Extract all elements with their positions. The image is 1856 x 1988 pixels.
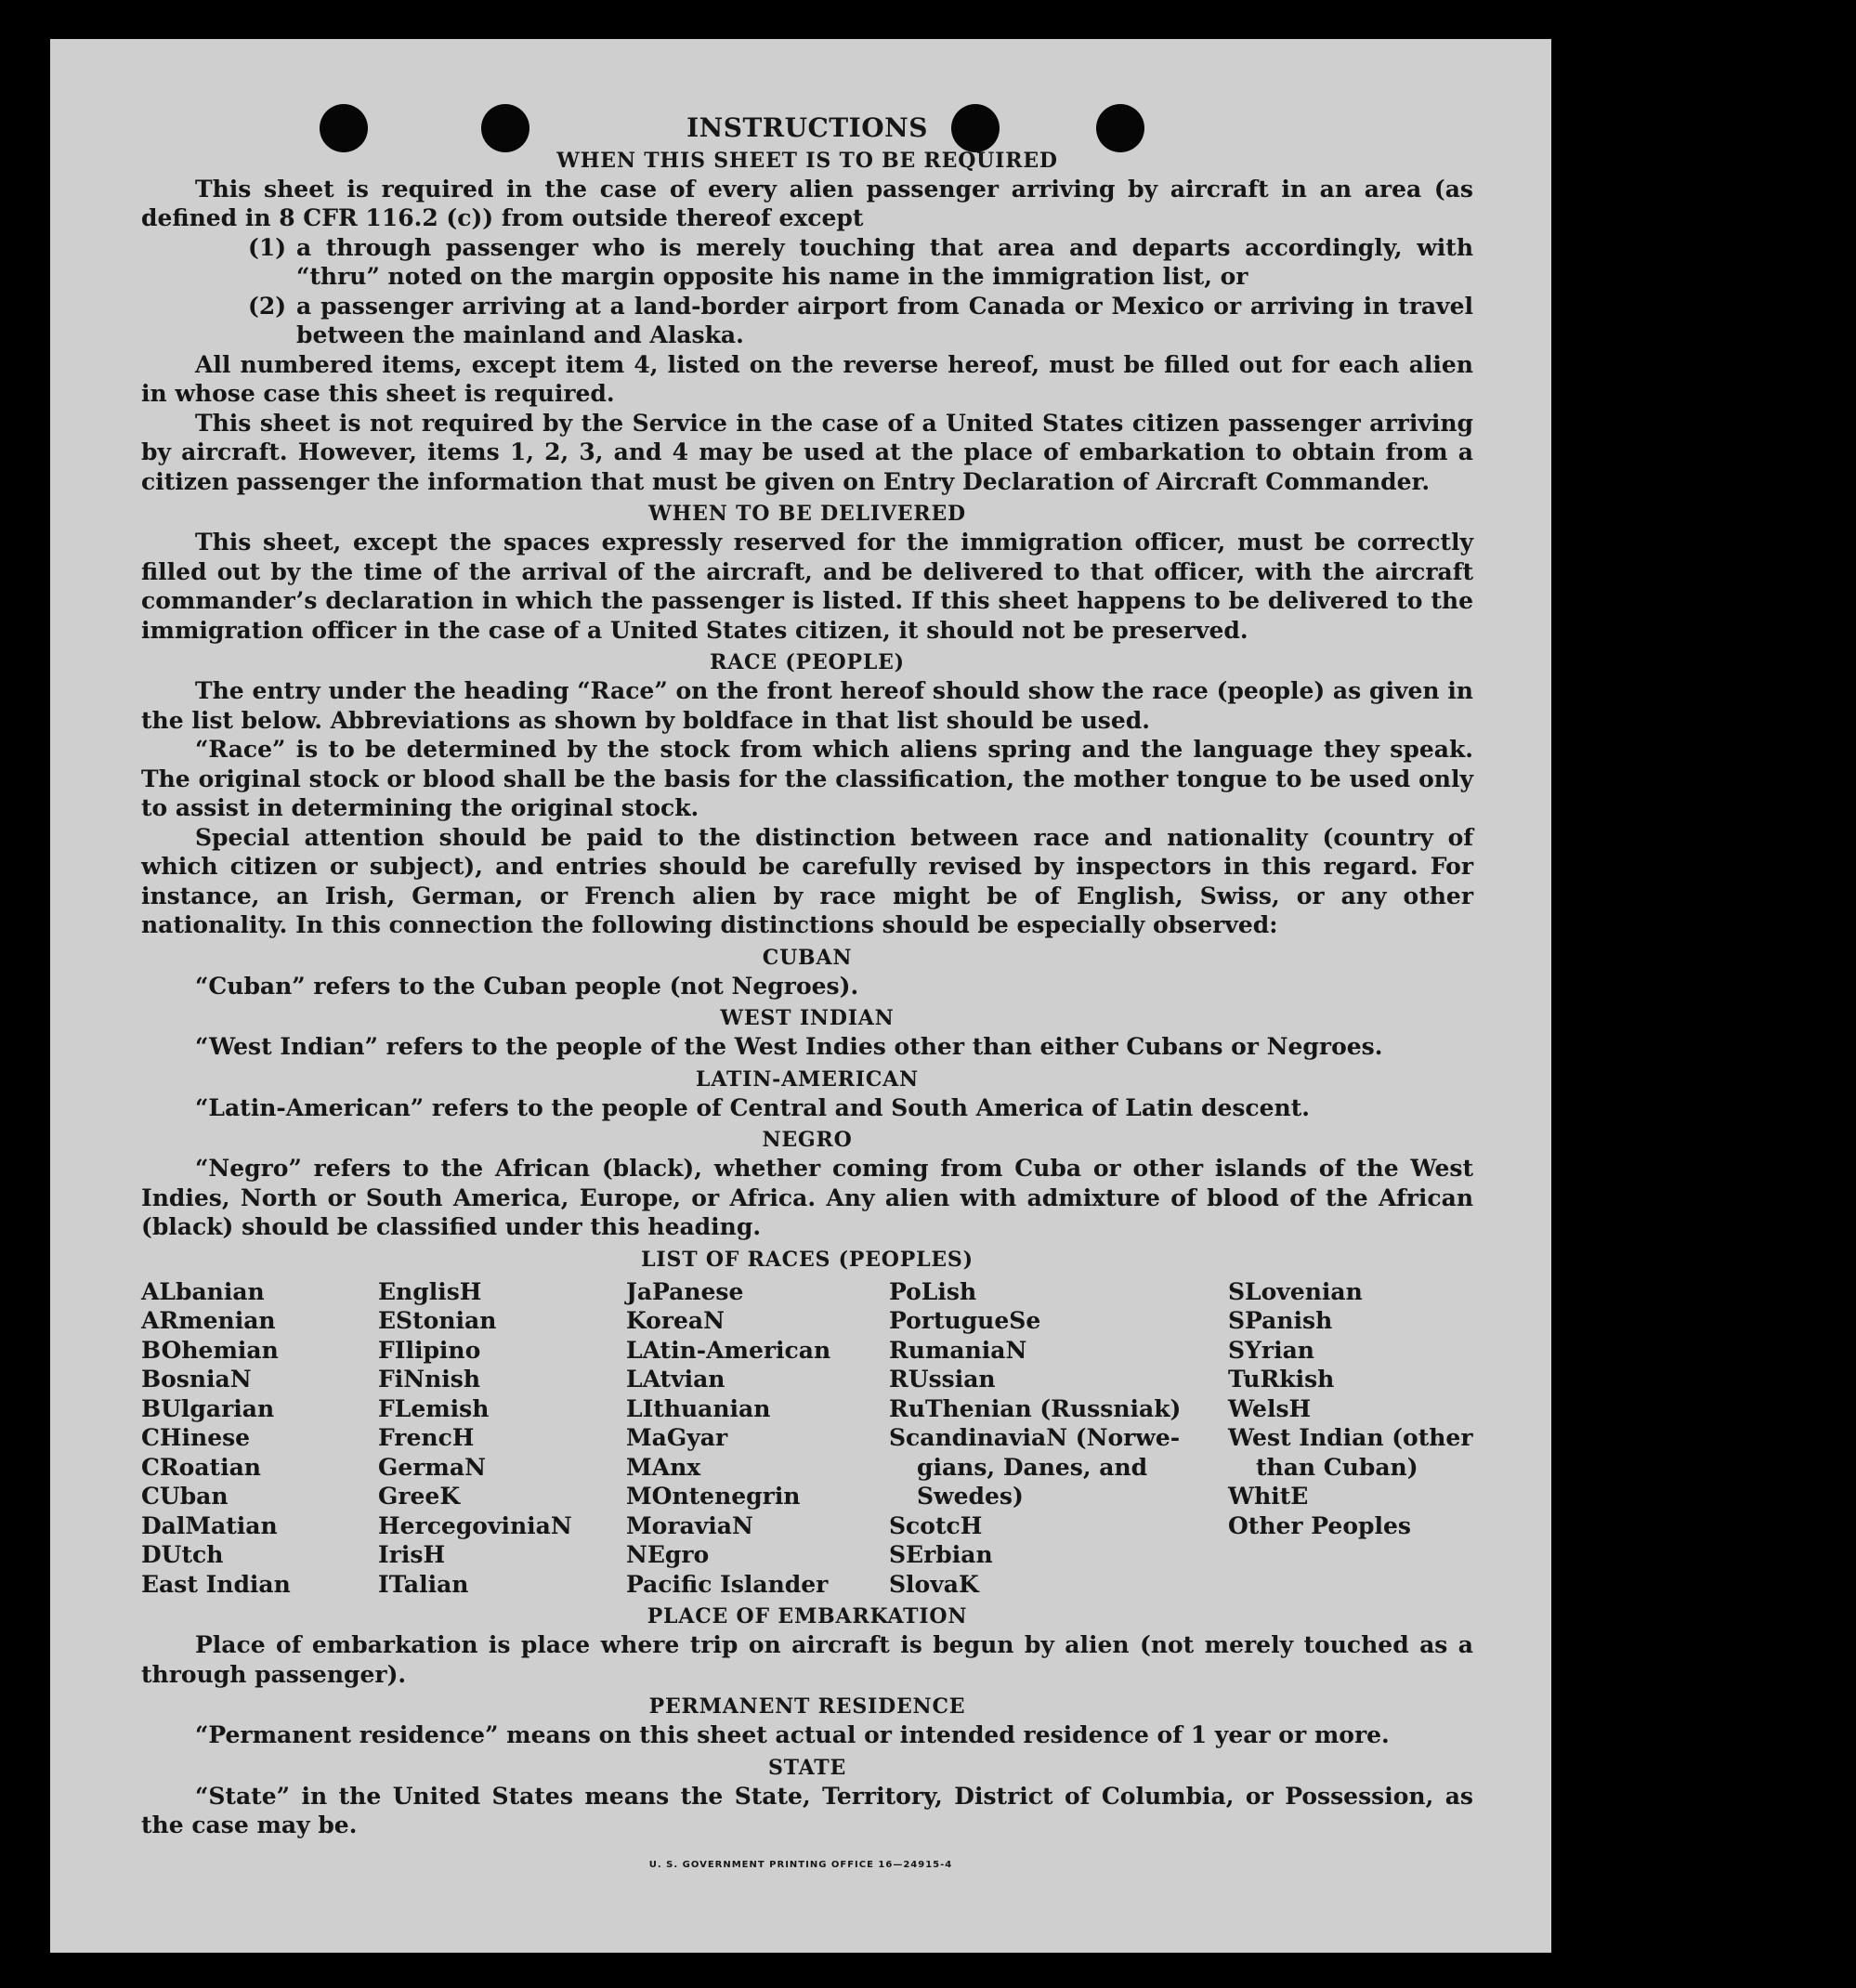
paragraph: Special attention should be paid to the distinction between race and nationality (country of which citizen or subject), and entries should be carefully revised by inspectors in this regard. For instance, an Irish, German, or French alien by race might be of English, Swiss, or any other nationality. In this connection the following distinctions should be especially observed:	[141, 823, 1473, 938]
paragraph: “State” in the United States means the State, Territory, District of Columbia, or Possession, as the case may be.	[141, 1782, 1473, 1838]
section-heading: NEGRO	[762, 1128, 853, 1152]
race-entry: CRoatian	[141, 1453, 261, 1481]
paragraph: “Cuban” refers to the Cuban people (not Negroes).	[195, 972, 859, 1000]
race-entry: PortugueSe	[889, 1307, 1041, 1334]
exception-item	[141, 233, 1473, 292]
race-entry: MAnx	[626, 1453, 701, 1481]
section-heading: PLACE OF EMBARKATION	[647, 1604, 968, 1628]
race-entry: DUtch	[141, 1541, 224, 1568]
item-text: a passenger arriving at a land-border airport from Canada or Mexico or arriving in travel between the mainland and Alaska.	[296, 292, 1473, 348]
section-heading: RACE (PEOPLE)	[710, 650, 905, 674]
section-heading: LATIN-AMERICAN	[696, 1066, 919, 1092]
race-entry: Swedes)	[917, 1483, 1024, 1510]
race-column	[1228, 1277, 1473, 1600]
race-entry: West Indian (other	[1228, 1424, 1473, 1451]
race-entry: GreeK	[378, 1483, 461, 1510]
race-column	[626, 1277, 889, 1600]
race-entry: GermaN	[378, 1453, 486, 1481]
race-entry: BosniaN	[141, 1366, 252, 1393]
paragraph: “West Indian” refers to the people of the West Indies other than either Cubans or Negroes.	[195, 1033, 1383, 1060]
section-heading: STATE	[767, 1755, 847, 1780]
section-heading: WHEN THIS SHEET IS TO BE REQUIRED	[556, 148, 1058, 173]
race-entry: Other Peoples	[1228, 1511, 1411, 1539]
race-entry: RuThenian (Russniak)	[889, 1394, 1182, 1422]
printer-imprint: U. S. GOVERNMENT PRINTING OFFICE 16—24915-4	[648, 1860, 953, 1870]
race-entry: KoreaN	[626, 1307, 725, 1334]
race-entry: ScandinaviaN (Norwe-	[889, 1424, 1181, 1451]
race-entry: than Cuban)	[1256, 1453, 1418, 1481]
paragraph: Place of embarkation is place where trip on aircraft is begun by alien (not merely touched as a through passenger).	[141, 1631, 1473, 1688]
paragraph: “Negro” refers to the African (black), whether coming from Cuba or other islands of the West Indies, North or South America, Europe, or Africa. Any alien with admixture of blood of the African (black) should be classified under this heading.	[141, 1155, 1473, 1240]
race-entry: SPanish	[1228, 1307, 1333, 1334]
race-entry: WhitE	[1228, 1483, 1309, 1510]
paragraph: This sheet is not required by the Service in the case of a United States citizen passenger arriving by aircraft. However, items 1, 2, 3, and 4 may be used at the place of embarkation to obtain from a citizen passenger the information that must be given on Entry Declaration of Aircraft Commander.	[141, 409, 1473, 495]
race-column	[141, 1277, 378, 1600]
item-text: a through passenger who is merely touching that area and departs accordingly, with “thru” noted on the margin opposite his name in the immigration list, or	[296, 233, 1473, 290]
race-entry: RUssian	[889, 1366, 996, 1393]
paragraph: “Race” is to be determined by the stock from which aliens spring and the language they speak. The original stock or blood shall be the basis for the classification, the mother tongue to be used only to assist in determining the original stock.	[141, 736, 1473, 821]
race-entry: FiNnish	[378, 1366, 481, 1393]
race-entry: TuRkish	[1228, 1366, 1335, 1393]
page-title: INSTRUCTIONS	[686, 112, 928, 143]
race-entry: LIthuanian	[626, 1394, 771, 1422]
item-number: (1)	[248, 233, 287, 261]
race-list	[141, 1277, 1473, 1600]
race-column	[378, 1277, 626, 1600]
race-entry: ScotcH	[889, 1511, 983, 1539]
race-entry: East Indian	[141, 1570, 291, 1598]
section-heading: WEST INDIAN	[720, 1006, 895, 1030]
race-entry: MoraviaN	[626, 1511, 753, 1539]
item-number: (2)	[248, 292, 287, 320]
section-heading: LIST OF RACES (PEOPLES)	[641, 1247, 974, 1272]
race-entry: SYrian	[1228, 1336, 1314, 1364]
race-entry: CHinese	[141, 1424, 251, 1451]
race-entry: EnglisH	[378, 1277, 482, 1305]
section-heading: PERMANENT RESIDENCE	[648, 1694, 966, 1719]
paragraph: This sheet, except the spaces expressly reserved for the immigration officer, must be correctly filled out by the time of the arrival of the aircraft, and be delivered to that officer, with the aircraft commander’s declaration in which the passenger is listed. If this sheet happens to be delivered to the immigration officer in the case of a United States citizen, it should not be preserved.	[141, 529, 1473, 644]
race-entry: gians, Danes, and	[917, 1453, 1148, 1481]
race-entry: FrencH	[378, 1424, 475, 1451]
section-heading: WHEN TO BE DELIVERED	[648, 502, 966, 526]
race-entry: RumaniaN	[889, 1336, 1027, 1364]
race-entry: NEgro	[626, 1541, 710, 1568]
race-entry: ARmenian	[141, 1307, 276, 1334]
paragraph: “Latin-American” refers to the people of Central and South America of Latin descent.	[195, 1093, 1310, 1121]
race-entry: LAtin-American	[626, 1336, 831, 1364]
document-page	[50, 39, 1551, 1953]
race-column	[889, 1277, 1228, 1600]
race-entry: Pacific Islander	[626, 1570, 829, 1598]
race-entry: CUban	[141, 1483, 229, 1510]
race-entry: ALbanian	[141, 1277, 265, 1305]
race-entry: BOhemian	[141, 1336, 279, 1364]
race-entry: SErbian	[889, 1541, 993, 1568]
paragraph: All numbered items, except item 4, listed on the reverse hereof, must be filled out for each alien in whose case this sheet is required.	[141, 350, 1473, 407]
race-entry: BUlgarian	[141, 1394, 275, 1422]
race-entry: IrisH	[378, 1541, 446, 1568]
race-entry: PoLish	[889, 1277, 977, 1305]
paragraph: The entry under the heading “Race” on the front hereof should show the race (people) as given in the list below. Abbreviations as shown by boldface in that list should be used.	[141, 677, 1473, 734]
paragraph: This sheet is required in the case of every alien passenger arriving by aircraft in an area (as defined in 8 CFR 116.2 (c)) from outside thereof except	[141, 175, 1473, 231]
race-entry: ITalian	[378, 1570, 469, 1598]
race-entry: LAtvian	[626, 1366, 725, 1393]
race-entry: MaGyar	[626, 1424, 728, 1451]
exception-item	[141, 292, 1473, 350]
race-entry: JaPanese	[626, 1277, 744, 1305]
race-entry: FLemish	[378, 1394, 490, 1422]
race-entry: WelsH	[1228, 1394, 1312, 1422]
race-entry: EStonian	[378, 1307, 497, 1334]
race-entry: SLovenian	[1228, 1277, 1363, 1305]
race-entry: MOntenegrin	[626, 1483, 801, 1510]
instructions-text	[141, 113, 1473, 1840]
race-entry: FIlipino	[378, 1336, 481, 1364]
section-heading: CUBAN	[762, 945, 853, 970]
race-entry: SlovaK	[889, 1570, 979, 1598]
race-entry: HercegoviniaN	[378, 1511, 572, 1539]
race-entry: DalMatian	[141, 1511, 278, 1539]
paragraph: “Permanent residence” means on this sheet actual or intended residence of 1 year or more.	[195, 1721, 1390, 1748]
